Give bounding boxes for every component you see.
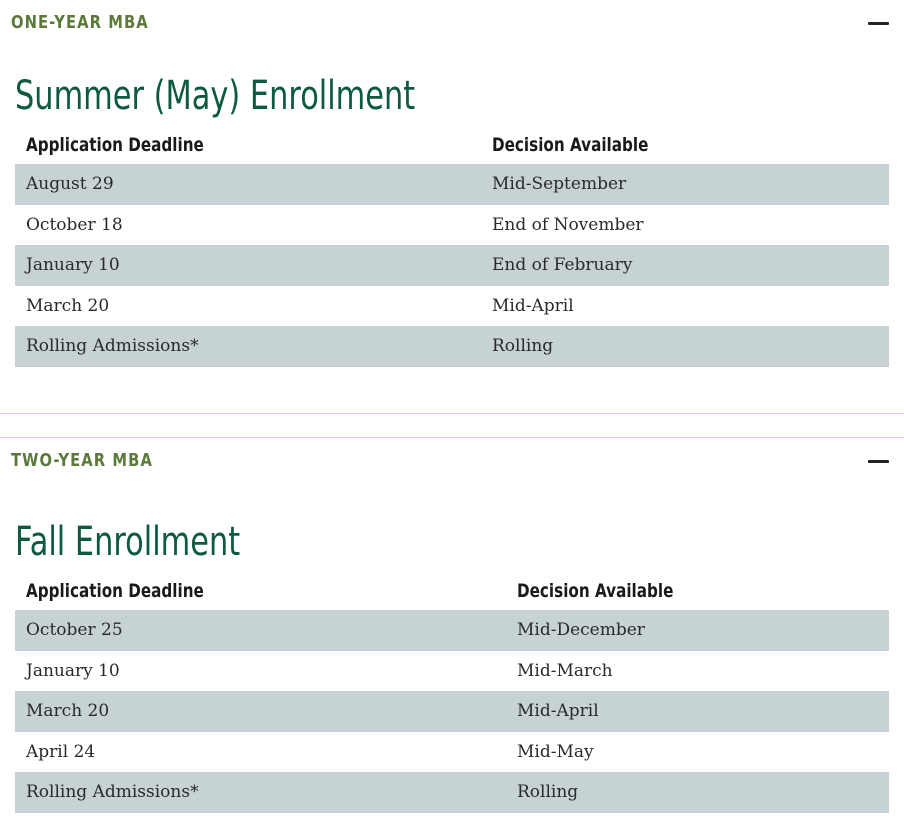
decision-cell: End of November <box>492 214 644 235</box>
deadline-cell: October 18 <box>26 214 123 235</box>
deadline-cell: January 10 <box>26 660 120 681</box>
table-row <box>15 691 889 732</box>
decision-cell: Rolling <box>517 782 579 802</box>
table-row <box>15 164 889 205</box>
accordion-header-two-year-mba[interactable] <box>0 438 904 488</box>
deadline-cell: Rolling Admissions* <box>26 336 199 356</box>
table-row <box>15 205 889 246</box>
decision-cell: Mid-April <box>517 701 599 721</box>
accordion-title: TWO-YEAR MBA <box>11 450 153 471</box>
deadline-cell: August 29 <box>26 174 114 194</box>
column-header-deadline: Application Deadline <box>26 134 204 156</box>
minus-icon[interactable] <box>868 22 889 25</box>
accordion-header-one-year-mba[interactable] <box>0 0 904 50</box>
decision-cell: Mid-March <box>517 660 613 681</box>
decision-cell: Mid-April <box>492 295 574 316</box>
table-row <box>15 651 889 692</box>
column-header-decision: Decision Available <box>492 134 649 156</box>
table-row <box>15 286 889 327</box>
deadline-table <box>15 572 889 813</box>
deadline-cell: January 10 <box>26 255 120 275</box>
deadline-table <box>15 126 889 367</box>
enrollment-title: Summer (May) Enrollment <box>15 73 416 119</box>
decision-cell: Mid-May <box>517 741 594 762</box>
table-row <box>15 245 889 286</box>
deadline-cell: March 20 <box>26 295 110 316</box>
column-header-deadline: Application Deadline <box>26 580 204 602</box>
column-header-decision: Decision Available <box>517 580 674 602</box>
deadline-cell: October 25 <box>26 620 123 640</box>
deadline-cell: March 20 <box>26 701 110 721</box>
table-header <box>15 572 889 610</box>
accordion-title: ONE-YEAR MBA <box>11 12 149 33</box>
table-header <box>15 126 889 164</box>
decision-cell: Rolling <box>492 336 554 356</box>
decision-cell: Mid-September <box>492 174 627 194</box>
table-row <box>15 772 889 813</box>
table-row <box>15 732 889 773</box>
enrollment-title: Fall Enrollment <box>15 519 241 565</box>
table-row <box>15 610 889 651</box>
section-divider <box>0 413 904 414</box>
accordion-two-year-mba <box>0 438 904 824</box>
deadline-cell: Rolling Admissions* <box>26 782 199 802</box>
table-row <box>15 326 889 367</box>
deadline-cell: April 24 <box>26 741 96 762</box>
decision-cell: End of February <box>492 255 633 275</box>
decision-cell: Mid-December <box>517 620 645 640</box>
minus-icon[interactable] <box>868 460 889 463</box>
